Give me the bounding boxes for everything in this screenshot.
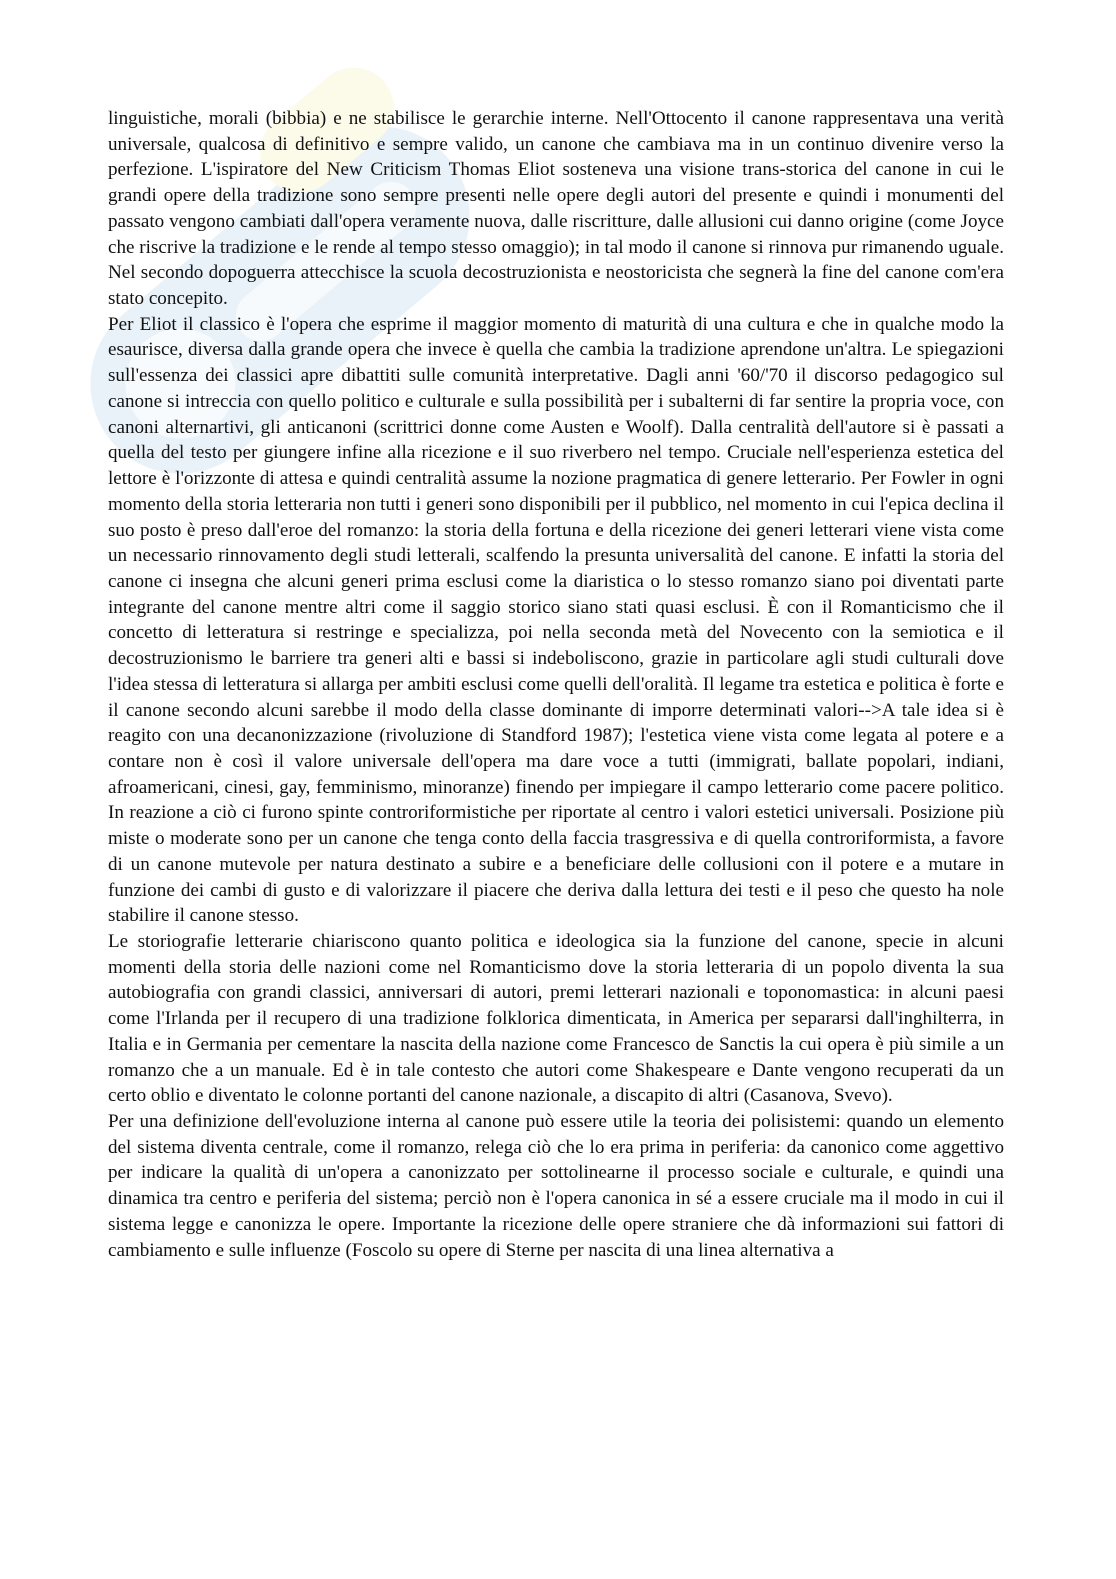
paragraph: Le storiografie letterarie chiariscono quanto politica e ideologica sia la funzione del canone, specie in alcuni momenti della storia delle nazioni come nel Romanticismo dove la storia letteraria di un popolo diventa la sua autobiografia con grandi classici, anniversari di autori, premi letterari nazionali e toponomastica: in alcuni paesi come l'Irlanda per il recupero di una tradizione folklorica dimenticata, in America per separarsi dall'inghilterra, in Italia e in Germania per cementare la nascita della nazione come Francesco de Sanctis la cui opera è più simile a un romanzo che a un manuale. Ed è in tale contesto che autori come Shakespeare e Dante vengono recuperati da un certo oblio e diventato le colonne portanti del canone nazionale, a discapito di altri (Casanova, Svevo).	[108, 931, 1004, 1107]
document-body	[108, 106, 1004, 1263]
paragraph: Per una definizione dell'evoluzione interna al canone può essere utile la teoria dei polisistemi: quando un elemento del sistema diventa centrale, come il romanzo, relega ciò che lo era prima in periferia: da canonico come aggettivo per indicare la qualità di un'opera a canonizzato per sottolinearne il processo sociale e culturale, e quindi una dinamica tra centro e periferia del sistema; perciò non è l'opera canonica in sé a essere cruciale ma il modo in cui il sistema legge e canonizza le opere. Importante la ricezione delle opere straniere che dà informazioni sui fattori di cambiamento e sulle influenze (Foscolo su opere di Sterne per nascita di una linea alternativa a	[108, 1111, 1004, 1261]
paragraph: Per Eliot il classico è l'opera che esprime il maggior momento di maturità di una cultura e che in qualche modo la esaurisce, diversa dalla grande opera che invece è quella che cambia la tradizione aprendone un'altra. Le spiegazioni sull'essenza dei classici apre dibattiti sulle comunità interpretative. Dagli anni '60/'70 il discorso pedagogico sul canone si intreccia con quello politico e culturale e sulla possibilità per i subalterni di far sentire la propria voce, con canoni alternartivi, gli anticanoni (scrittrici donne come Austen e Woolf). Dalla centralità dell'autore si è passati a quella del testo per giungere infine alla ricezione e il suo riverbero nel tempo. Cruciale nell'esperienza estetica del lettore è l'orizzonte di attesa e quindi centralità assume la nozione pragmatica di genere letterario. Per Fowler in ogni momento della storia letteraria non tutti i generi sono disponibili per il pubblico, nel momento in cui l'epica declina il suo posto è preso dall'eroe del romanzo: la storia della fortuna e della ricezione dei generi letterari viene vista come un necessario rinnovamento degli studi letterali, scalfendo la presunta universalità del canone. E infatti la storia del canone ci insegna che alcuni generi prima esclusi come la diaristica o lo stesso romanzo siano poi diventati parte integrante del canone mentre altri come il saggio storico siano stati quasi esclusi. È con il Romanticismo che il concetto di letteratura si restringe e specializza, poi nella seconda metà del Novecento con la semiotica e il decostruzionismo le barriere tra generi alti e bassi si indeboliscono, grazie in particolare agli studi culturali dove l'idea stessa di letteratura si allarga per ambiti esclusi come quelli dell'oralità. Il legame tra estetica e politica è forte e il canone secondo alcuni sarebbe il modo della classe dominante di imporre determinati valori-->A tale idea si è reagito con una decanonizzazione (rivoluzione di Standford 1987); l'estetica viene vista come legata al potere e a contare non è così il valore universale dell'opera ma dare voce a tutti (immigrati, ballate popolari, indiani, afroamericani, cinesi, gay, femminismo, minoranze) finendo per impiegare il campo letterario come pacere politico. In reazione a ciò ci furono spinte controriformistiche per riportate al centro i valori estetici universali. Posizione più miste o moderate sono per un canone che tenga conto della faccia trasgressiva e di quella controriformista, a favore di un canone mutevole per natura destinato a subire e a beneficiare delle collusioni con il potere e a mutare in funzione dei cambi di gusto e di valorizzare il piacere che deriva dalla lettura dei testi e il peso che questo ha nole stabilire il canone stesso.	[108, 313, 1004, 927]
paragraph: linguistiche, morali (bibbia) e ne stabilisce le gerarchie interne. Nell'Ottocento il canone rappresentava una verità universale, qualcosa di definitivo e sempre valido, un canone che cambiava ma in un continuo divenire verso la perfezione. L'ispiratore del New Criticism Thomas Eliot sosteneva una visione trans-storica del canone in cui le grandi opere della tradizione sono sempre presenti nelle opere degli autori del presente e quindi i monumenti del passato vengono cambiati dall'opera veramente nuova, dalle riscritture, dalle allusioni cui danno origine (come Joyce che riscrive la tradizione e le rende al tempo stesso omaggio); in tal modo il canone si rinnova pur rimanendo uguale. Nel secondo dopoguerra attecchisce la scuola decostruzionista e neostoricista che segnerà la fine del canone com'era stato concepito.	[108, 108, 1004, 310]
